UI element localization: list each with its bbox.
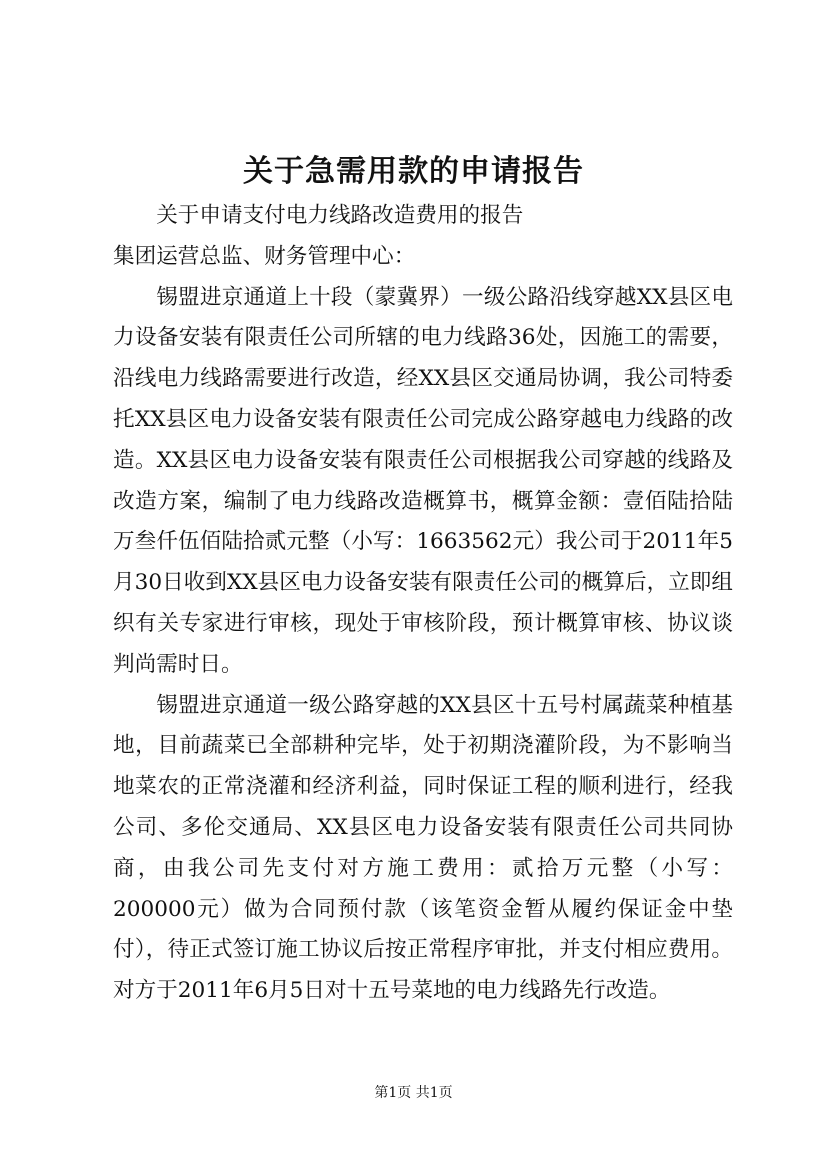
- document-title: 关于急需用款的申请报告: [243, 154, 584, 189]
- report-subtitle: 关于申请支付电力线路改造费用的报告: [156, 203, 524, 228]
- page-footer: 第1页 共1页: [374, 1085, 453, 1101]
- recipient-line: 集团运营总监、财务管理中心：: [113, 243, 416, 269]
- document-body: [113, 196, 733, 1012]
- body-paragraph-2: 锡盟进京通道一级公路穿越的XX县区十五号村属蔬菜种植基地，目前蔬菜已全部耕种完毕，处于初期浇灌阶段，为不影响当地菜农的正常浇灌和经济利益，同时保证工程的顺利进行，经我公司、多伦交通局、XX县区电力设备安装有限责任公司共同协商，由我公司先支付对方施工费用：贰拾万元整（小写：200000元）做为合同预付款（该笔资金暂从履约保证金中垫付），待正式签订施工协议后按正常程序审批，并支付相应费用。对方于2011年6月5日对十五号菜地的电力线路先行改造。: [113, 692, 733, 1004]
- body-paragraph-1: 锡盟进京通道上十段（蒙冀界）一级公路沿线穿越XX县区电力设备安装有限责任公司所辖的电力线路36处，因施工的需要，沿线电力线路需要进行改造，经XX县区交通局协调，我公司特委托XX县区电力设备安装有限责任公司完成公路穿越电力线路的改造。XX县区电力设备安装有限责任公司根据我公司穿越的线路及改造方案，编制了电力线路改造概算书，概算金额：壹佰陆拾陆万叁仟伍佰陆拾贰元整（小写：1663562元）我公司于2011年5月30日收到XX县区电力设备安装有限责任公司的概算后，立即组织有关专家进行审核，现处于审核阶段，预计概算审核、协议谈判尚需时日。: [113, 284, 733, 677]
